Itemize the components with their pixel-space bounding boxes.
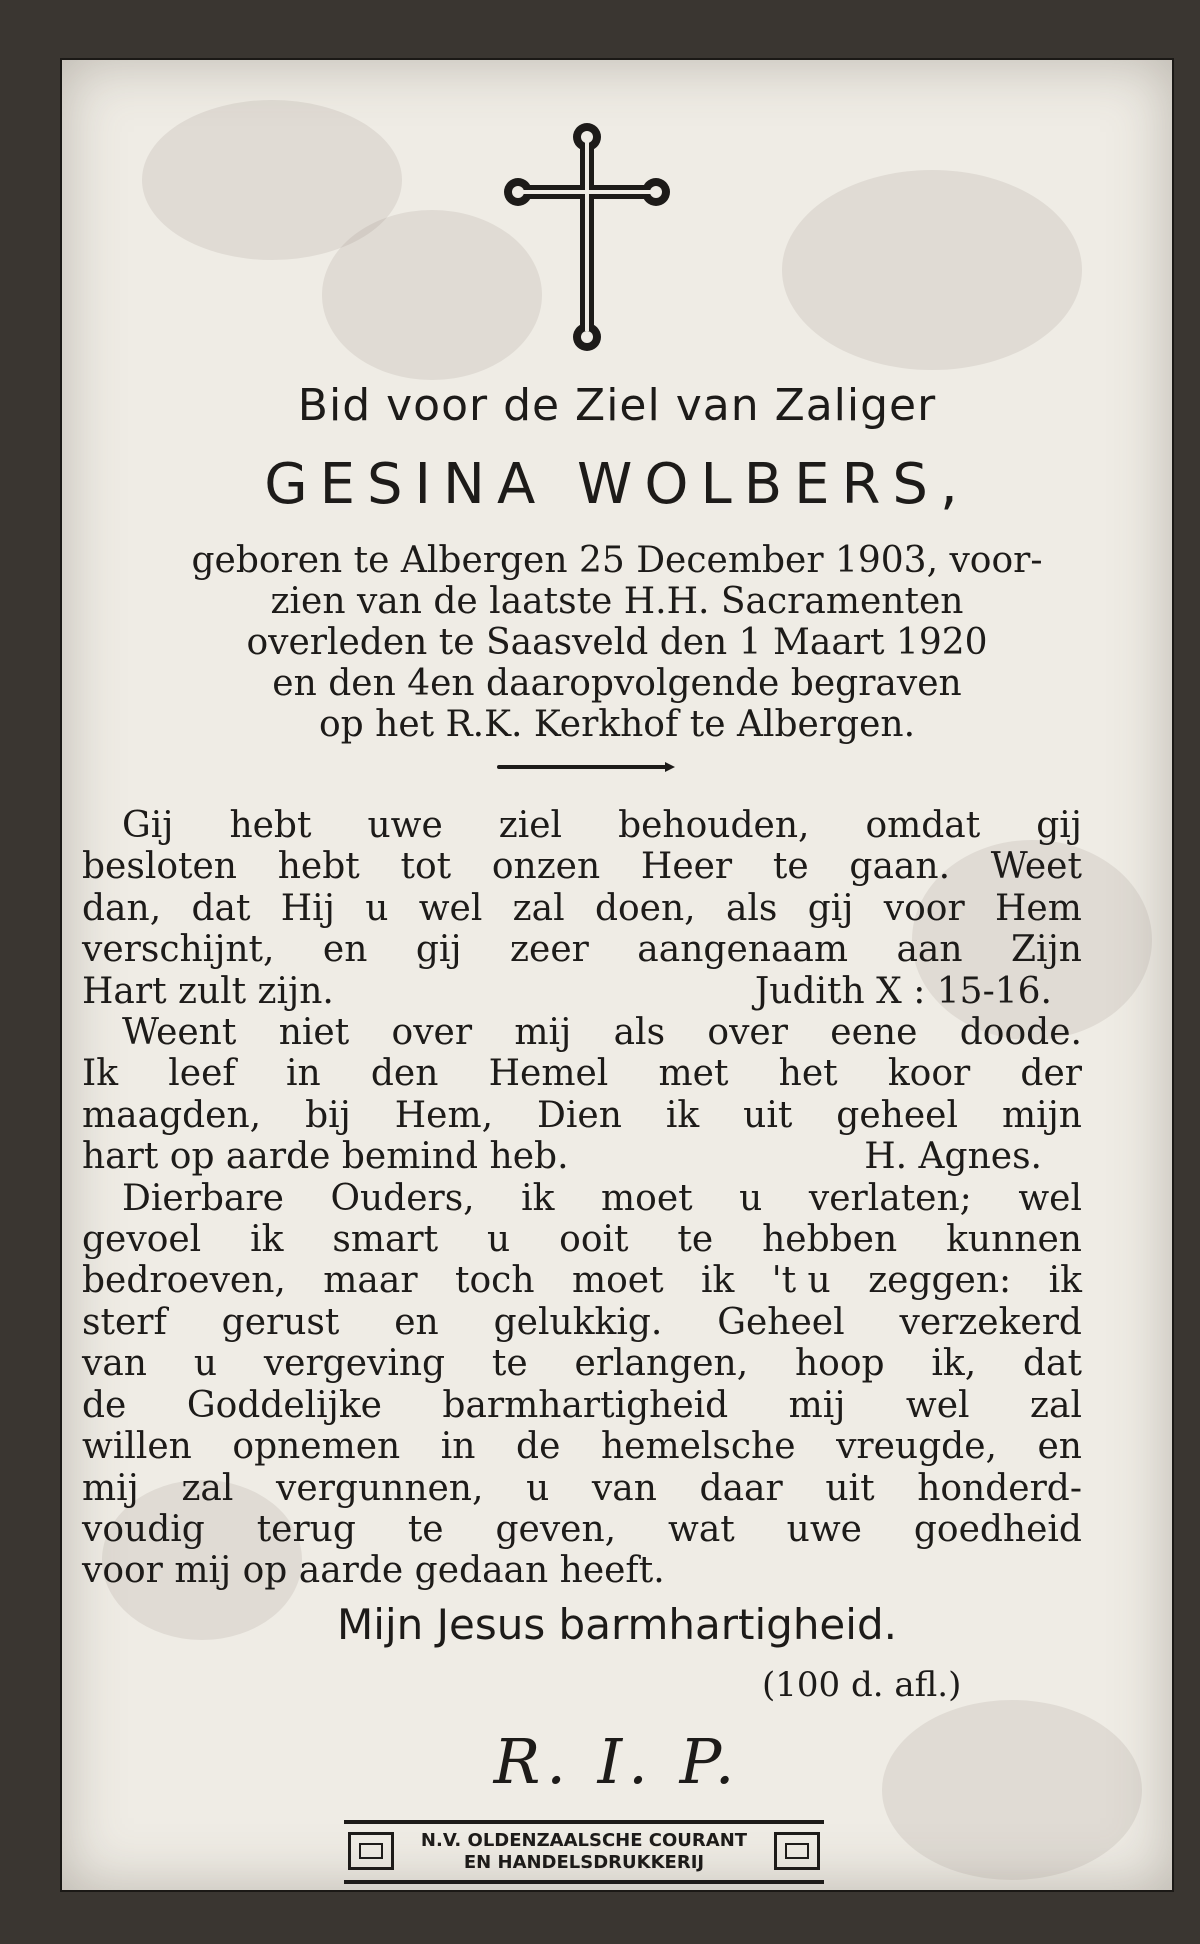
word: verlaten; (808, 1177, 972, 1219)
word: en (394, 1301, 439, 1343)
word: te (407, 1508, 444, 1550)
word: ik (665, 1094, 700, 1136)
text-line (82, 1302, 1082, 1343)
word: aangenaam (637, 929, 849, 971)
word: in (440, 1426, 476, 1468)
word: bij (305, 1094, 351, 1136)
word: van (82, 1343, 147, 1385)
text-line (82, 929, 1082, 970)
word: leef (168, 1053, 236, 1095)
scripture-judith-last-line (82, 971, 1082, 1012)
word: behouden, (618, 805, 810, 846)
text-line (82, 805, 1082, 846)
card-paper (60, 58, 1174, 1892)
word: tot (400, 846, 452, 888)
word: geheel (836, 1094, 958, 1136)
word: koor (887, 1053, 971, 1095)
scripture-agnes-last-line (82, 1136, 1082, 1177)
word: te (772, 846, 809, 888)
word: Weet (990, 846, 1082, 888)
word: hebt (277, 846, 360, 888)
word: de (82, 1384, 127, 1426)
biography (62, 540, 1172, 745)
text-line (82, 1385, 1082, 1426)
word: gij (807, 887, 854, 929)
word: ik (700, 1260, 735, 1302)
word: vergunnen, (276, 1467, 484, 1509)
biography-line: overleden te Saasveld den 1 Maart 1920 (246, 622, 988, 663)
word: mijn (1001, 1094, 1082, 1136)
biography-line: zien van de laatste H.H. Sacramenten (270, 581, 964, 622)
word: wat (668, 1508, 735, 1550)
word: honderd- (917, 1467, 1082, 1509)
word: van (591, 1467, 657, 1509)
word: Hem, (394, 1094, 494, 1136)
rip-inscription: R. I. P. (493, 1725, 741, 1798)
text-segment: hart op aarde bemind heb. (82, 1136, 569, 1178)
deceased-name: GESINA WOLBERS, (264, 452, 970, 517)
word: te (677, 1219, 714, 1261)
word: de (516, 1426, 561, 1468)
word: omdat (865, 805, 981, 846)
word: dat (1022, 1343, 1082, 1385)
text-line (82, 1260, 1082, 1301)
word: Dierbare (122, 1177, 284, 1219)
word: zal (181, 1467, 234, 1509)
word: gaan. (849, 846, 951, 888)
biography-line: op het R.K. Kerkhof te Albergen. (318, 704, 916, 745)
word: Gij (122, 805, 174, 846)
text-segment: voor mij op aarde gedaan heeft. (82, 1550, 665, 1592)
word: besloten (82, 846, 237, 888)
word: u (365, 887, 389, 929)
word: u (526, 1467, 550, 1509)
word: en (322, 929, 368, 971)
word: toch (455, 1260, 535, 1302)
word: uit (743, 1094, 793, 1136)
farewell-last-line (82, 1550, 1082, 1591)
word: wel (418, 887, 483, 929)
word: smart (332, 1219, 439, 1261)
word: het (778, 1053, 838, 1095)
word: u (487, 1219, 511, 1261)
word: wel (905, 1384, 970, 1426)
word: uwe (367, 805, 443, 846)
word: als (613, 1012, 666, 1054)
word: voor (883, 887, 965, 929)
word: gij (415, 929, 462, 971)
printer-line: EN HANDELSDRUKKERIJ (463, 1852, 705, 1873)
word: ik (521, 1177, 555, 1219)
word: doode. (959, 1012, 1082, 1054)
word: opnemen (232, 1426, 401, 1468)
text-line (82, 1219, 1082, 1260)
word: uwe (786, 1508, 862, 1550)
word: Hem (995, 887, 1082, 929)
word: als (725, 887, 778, 929)
word: en (1037, 1426, 1082, 1468)
indulgence-note: (100 d. afl.) (762, 1665, 962, 1705)
text-line (82, 1468, 1082, 1509)
word: over (391, 1012, 473, 1054)
imprint-ornament-icon (348, 1832, 394, 1870)
age-stain (142, 100, 402, 260)
memorial-text (82, 805, 1082, 1592)
word: voudig (82, 1508, 205, 1550)
printer-line: N.V. OLDENZAALSCHE COURANT (420, 1830, 748, 1851)
word: willen (82, 1426, 192, 1468)
word: Dien (537, 1094, 622, 1136)
word: Weent (122, 1012, 237, 1054)
text-line (82, 846, 1082, 887)
word: vergeving (263, 1343, 446, 1385)
word: Hemel (488, 1053, 609, 1095)
word: ik, (931, 1343, 977, 1385)
word: Zijn (1011, 929, 1082, 971)
word: mij (514, 1012, 572, 1054)
word: verschijnt, (82, 929, 275, 971)
biography-line: geboren te Albergen 25 December 1903, voor- (191, 540, 1043, 581)
word: zeggen: (868, 1260, 1012, 1302)
word: Heer (640, 846, 733, 888)
text-line (82, 1095, 1082, 1136)
word: goedheid (913, 1508, 1082, 1550)
farewell-paragraph (82, 1178, 1082, 1551)
ornamental-rule (497, 765, 667, 769)
word: Geheel (717, 1301, 845, 1343)
word: u (739, 1177, 763, 1219)
imprint-ornament-icon (774, 1832, 820, 1870)
word: niet (278, 1012, 350, 1054)
word: hebt (229, 805, 312, 846)
word: mij (788, 1384, 846, 1426)
word: hoop (794, 1343, 885, 1385)
word: hebben (762, 1219, 898, 1261)
word: zal (1030, 1384, 1082, 1426)
word: verzekerd (899, 1301, 1082, 1343)
age-stain (782, 170, 1082, 370)
word: den (370, 1053, 439, 1095)
word: vreugde, (836, 1426, 997, 1468)
scripture-judith (82, 805, 1082, 971)
word: in (285, 1053, 321, 1095)
closing-prayer: Mijn Jesus barmhartigheid. (337, 1600, 897, 1649)
word: Hij (280, 887, 335, 929)
word: dan, (82, 887, 162, 929)
citation-agnes: H. Agnes. (864, 1136, 1042, 1178)
word: wel (1018, 1177, 1082, 1219)
word: eene (830, 1012, 918, 1054)
printer-imprint (344, 1820, 824, 1884)
word: mij (82, 1467, 139, 1509)
word: Goddelijke (186, 1384, 382, 1426)
citation-judith: Judith X : 15-16. (754, 970, 1052, 1012)
word: bedroeven, (82, 1260, 286, 1302)
word: doen, (594, 887, 696, 929)
word: ik (1048, 1260, 1082, 1302)
text-line (82, 1053, 1082, 1094)
text-line (82, 1012, 1082, 1053)
word: u (193, 1343, 217, 1385)
biography-line: en den 4en daaropvolgende begraven (272, 663, 962, 704)
word: aan (896, 929, 963, 971)
word: over (707, 1012, 788, 1054)
word: geven, (495, 1508, 617, 1550)
scripture-agnes (82, 1012, 1082, 1136)
word: maagden, (82, 1094, 262, 1136)
word: erlangen, (574, 1343, 749, 1385)
text-line (82, 1426, 1082, 1467)
word: Ik (82, 1053, 119, 1095)
word: maar (323, 1260, 418, 1302)
word: onzen (491, 846, 601, 888)
word: terug (256, 1508, 356, 1550)
word: sterf (82, 1301, 167, 1343)
word: daar (699, 1467, 783, 1509)
word: ziel (498, 805, 563, 846)
word: hemelsche (600, 1426, 796, 1468)
word: zal (512, 887, 565, 929)
word: Ouders, (330, 1177, 475, 1219)
word: uit (825, 1467, 875, 1509)
word: gerust (221, 1301, 340, 1343)
text-segment: Hart zult zijn. (82, 970, 334, 1012)
word: 't u (771, 1260, 831, 1302)
word: zeer (510, 929, 589, 971)
word: gelukkig. (493, 1301, 663, 1343)
word: met (658, 1053, 729, 1095)
word: ooit (559, 1219, 629, 1261)
word: moet (571, 1260, 664, 1302)
cross-icon (502, 115, 672, 355)
word: barmhartigheid (442, 1384, 729, 1426)
text-line (82, 1178, 1082, 1219)
word: ik (250, 1219, 284, 1261)
word: der (1020, 1053, 1082, 1095)
text-line (82, 1509, 1082, 1550)
text-line (82, 1343, 1082, 1384)
word: dat (191, 887, 251, 929)
printer-name (400, 1830, 768, 1874)
text-line (82, 888, 1082, 929)
word: kunnen (946, 1219, 1082, 1261)
invocation-heading: Bid voor de Ziel van Zaliger (297, 380, 937, 431)
word: gij (1036, 805, 1082, 846)
word: moet (601, 1177, 693, 1219)
word: gevoel (82, 1219, 202, 1261)
word: te (491, 1343, 528, 1385)
